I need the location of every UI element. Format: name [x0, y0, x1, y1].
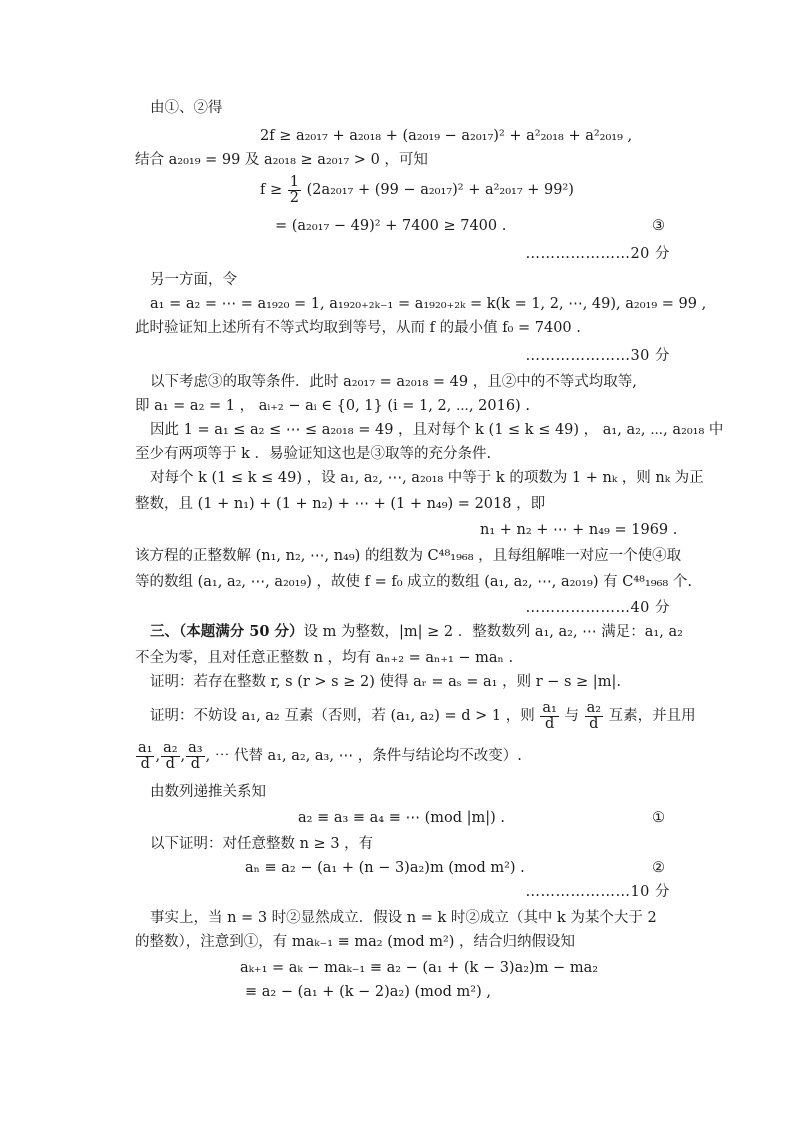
text-line: 此时验证知上述所有不等式均取到等号，从而 f 的最小值 f₀ = 7400 . [135, 320, 581, 336]
problem-title: 三、（本题满分 50 分） [150, 623, 304, 640]
formula-line: a₁ = a₂ = ⋯ = a₁₉₂₀ = 1, a₁₉₂₀₊₂ₖ₋₁ = a₁₉₂₀₊₂ₖ = k(k = 1, 2, ⋯, 49), a₂₀₁₉ = 99 , [150, 296, 707, 312]
fraction-denominator: 2 [289, 189, 299, 206]
fraction [186, 741, 204, 772]
text-line: 由①、②得 [150, 100, 223, 116]
equation-marker: ① [652, 810, 665, 826]
fraction-numerator: 1 [289, 173, 299, 190]
problem-statement: 设 m 为整数，|m| ≥ 2 ．整数数列 a₁, a₂, ⋯ 满足：a₁, a₂ [303, 624, 683, 640]
fraction [161, 741, 179, 772]
equation-marker: ③ [652, 218, 665, 234]
fraction-denominator: d [140, 755, 150, 772]
text-line: 证明：若存在整数 r, s (r > s ≥ 2) 使得 aᵣ = aₛ = a₁ ，则 r − s ≥ |m|. [150, 674, 621, 690]
fraction-numerator: a₃ [188, 739, 203, 756]
text-line: 即 a₁ = a₂ = 1 ， aᵢ₊₂ − aᵢ ∈ {0, 1} (i = 1, 2, ⋯, 2016) . [135, 398, 530, 414]
problem-heading [150, 622, 683, 642]
text-line: 事实上，当 n = 3 时②显然成立．假设 n = k 时②成立（其中 k 为某个大于 2 [150, 910, 657, 926]
text-line: 等的数组 (a₁, a₂, ⋯, a₂₀₁₉) ，故使 f = f₀ 成立的数组 (a₁, a₂, ⋯, a₂₀₁₉) 有 C⁴⁸₁₉₆₈ 个. [135, 574, 692, 590]
text-line: 的整数），注意到①，有 maₖ₋₁ ≡ ma₂ (mod m²) ，结合归纳假设知 [135, 934, 576, 950]
fraction [585, 701, 603, 732]
text-line: 以下证明：对任意整数 n ≥ 3 ，有 [150, 836, 374, 852]
fraction-numerator: a₂ [163, 739, 178, 756]
fraction [540, 701, 558, 732]
formula-line: aₖ₊₁ = aₖ − maₖ₋₁ ≡ a₂ − (a₁ + (k − 3)a₂)m − ma₂ [240, 960, 599, 976]
text-line: 该方程的正整数解 (n₁, n₂, ⋯, n₄₉) 的组数为 C⁴⁸₁₉₆₈ ，且每组解唯一对应一个使④取 [135, 548, 682, 564]
text-line: 至少有两项等于 k ．易验证知这也是③取等的充分条件. [135, 446, 492, 462]
text-line: 因此 1 = a₁ ≤ a₂ ≤ ⋯ ≤ a₂₀₁₈ = 49 ，且对每个 k (1 ≤ k ≤ 49) ， a₁, a₂, ⋯, a₂₀₁₈ 中 [150, 422, 724, 438]
score-marker: …………………30 分 [525, 348, 670, 364]
fraction-numerator: a₁ [542, 699, 557, 716]
text-line: 对每个 k (1 ≤ k ≤ 49) ，设 a₁, a₂, ⋯, a₂₀₁₈ 中等于 k 的项数为 1 + nₖ ，则 nₖ 为正 [150, 470, 704, 486]
fraction-denominator: d [589, 715, 599, 732]
text-line: $\frac{\text{a₁}}{d}$ , $\frac{\text{a₂}}{d}$ , $\frac{\text{a₃}}{d}$ , ⋯ 代替 a₁, a₂, a₃, ⋯ ，条件与结论均不改变）. [138, 739, 522, 772]
text-line: 结合 a₂₀₁₉ = 99 及 a₂₀₁₈ ≥ a₂₀₁₇ > 0 ，可知 [135, 152, 428, 168]
formula-line: = (a₂₀₁₇ − 49)² + 7400 ≥ 7400 . [275, 218, 507, 234]
text-part: , ⋯ 代替 a₁, a₂, a₃, ⋯ ，条件与结论均不改变）. [205, 748, 522, 764]
formula-line: aₙ ≡ a₂ − (a₁ + (n − 3)a₂)m (mod m²) . [245, 860, 525, 876]
fraction [136, 741, 154, 772]
formula-line [260, 172, 574, 208]
text-part: 证明：不妨设 a₁, a₂ 互素（否则，若 (a₁, a₂) = d > 1 ，则 [150, 708, 535, 724]
fraction-denominator: d [544, 715, 555, 732]
text-line: 不全为零，且对任意正整数 n ，均有 aₙ₊₂ = aₙ₊₁ − maₙ . [135, 650, 514, 666]
fraction [288, 175, 301, 206]
formula-line: n₁ + n₂ + ⋯ + n₄₉ = 1969 . [480, 522, 678, 538]
formula-line: a₂ ≡ a₃ ≡ a₄ ≡ ⋯ (mod |m|) . [298, 810, 506, 826]
formula-part: (2a₂₀₁₇ + (99 − a₂₀₁₇)² + a²₂₀₁₇ + 99²) [306, 182, 574, 198]
text-line: 另一方面，令 [150, 272, 237, 288]
formula-part: f ≥ [260, 182, 283, 198]
formula-line: 2f ≥ a₂₀₁₇ + a₂₀₁₈ + (a₂₀₁₉ − a₂₀₁₇)² + a²₂₀₁₈ + a²₂₀₁₉ , [260, 128, 633, 144]
fraction-numerator: a₂ [586, 699, 602, 716]
fraction-denominator: d [165, 755, 175, 772]
text-part: 互素，并且用 [608, 708, 696, 724]
text-part: 与 [564, 708, 579, 724]
fraction-numerator: a₁ [138, 739, 153, 756]
fraction-denominator: d [190, 755, 201, 772]
score-marker: …………………20 分 [525, 246, 670, 262]
equation-marker: ② [652, 860, 665, 876]
text-line: 整数，且 (1 + n₁) + (1 + n₂) + ⋯ + (1 + n₄₉) = 2018 ，即 [135, 496, 546, 512]
text-line: 以下考虑③的取等条件．此时 a₂₀₁₇ = a₂₀₁₈ = 49 ，且②中的不等式均取等, [150, 374, 637, 390]
formula-line: ≡ a₂ − (a₁ + (k − 2)a₂) (mod m²) , [245, 984, 491, 1000]
text-line [150, 698, 696, 734]
text-line: 由数列递推关系知 [150, 784, 266, 800]
score-marker: …………………10 分 [525, 884, 670, 900]
score-marker: …………………40 分 [525, 600, 670, 616]
